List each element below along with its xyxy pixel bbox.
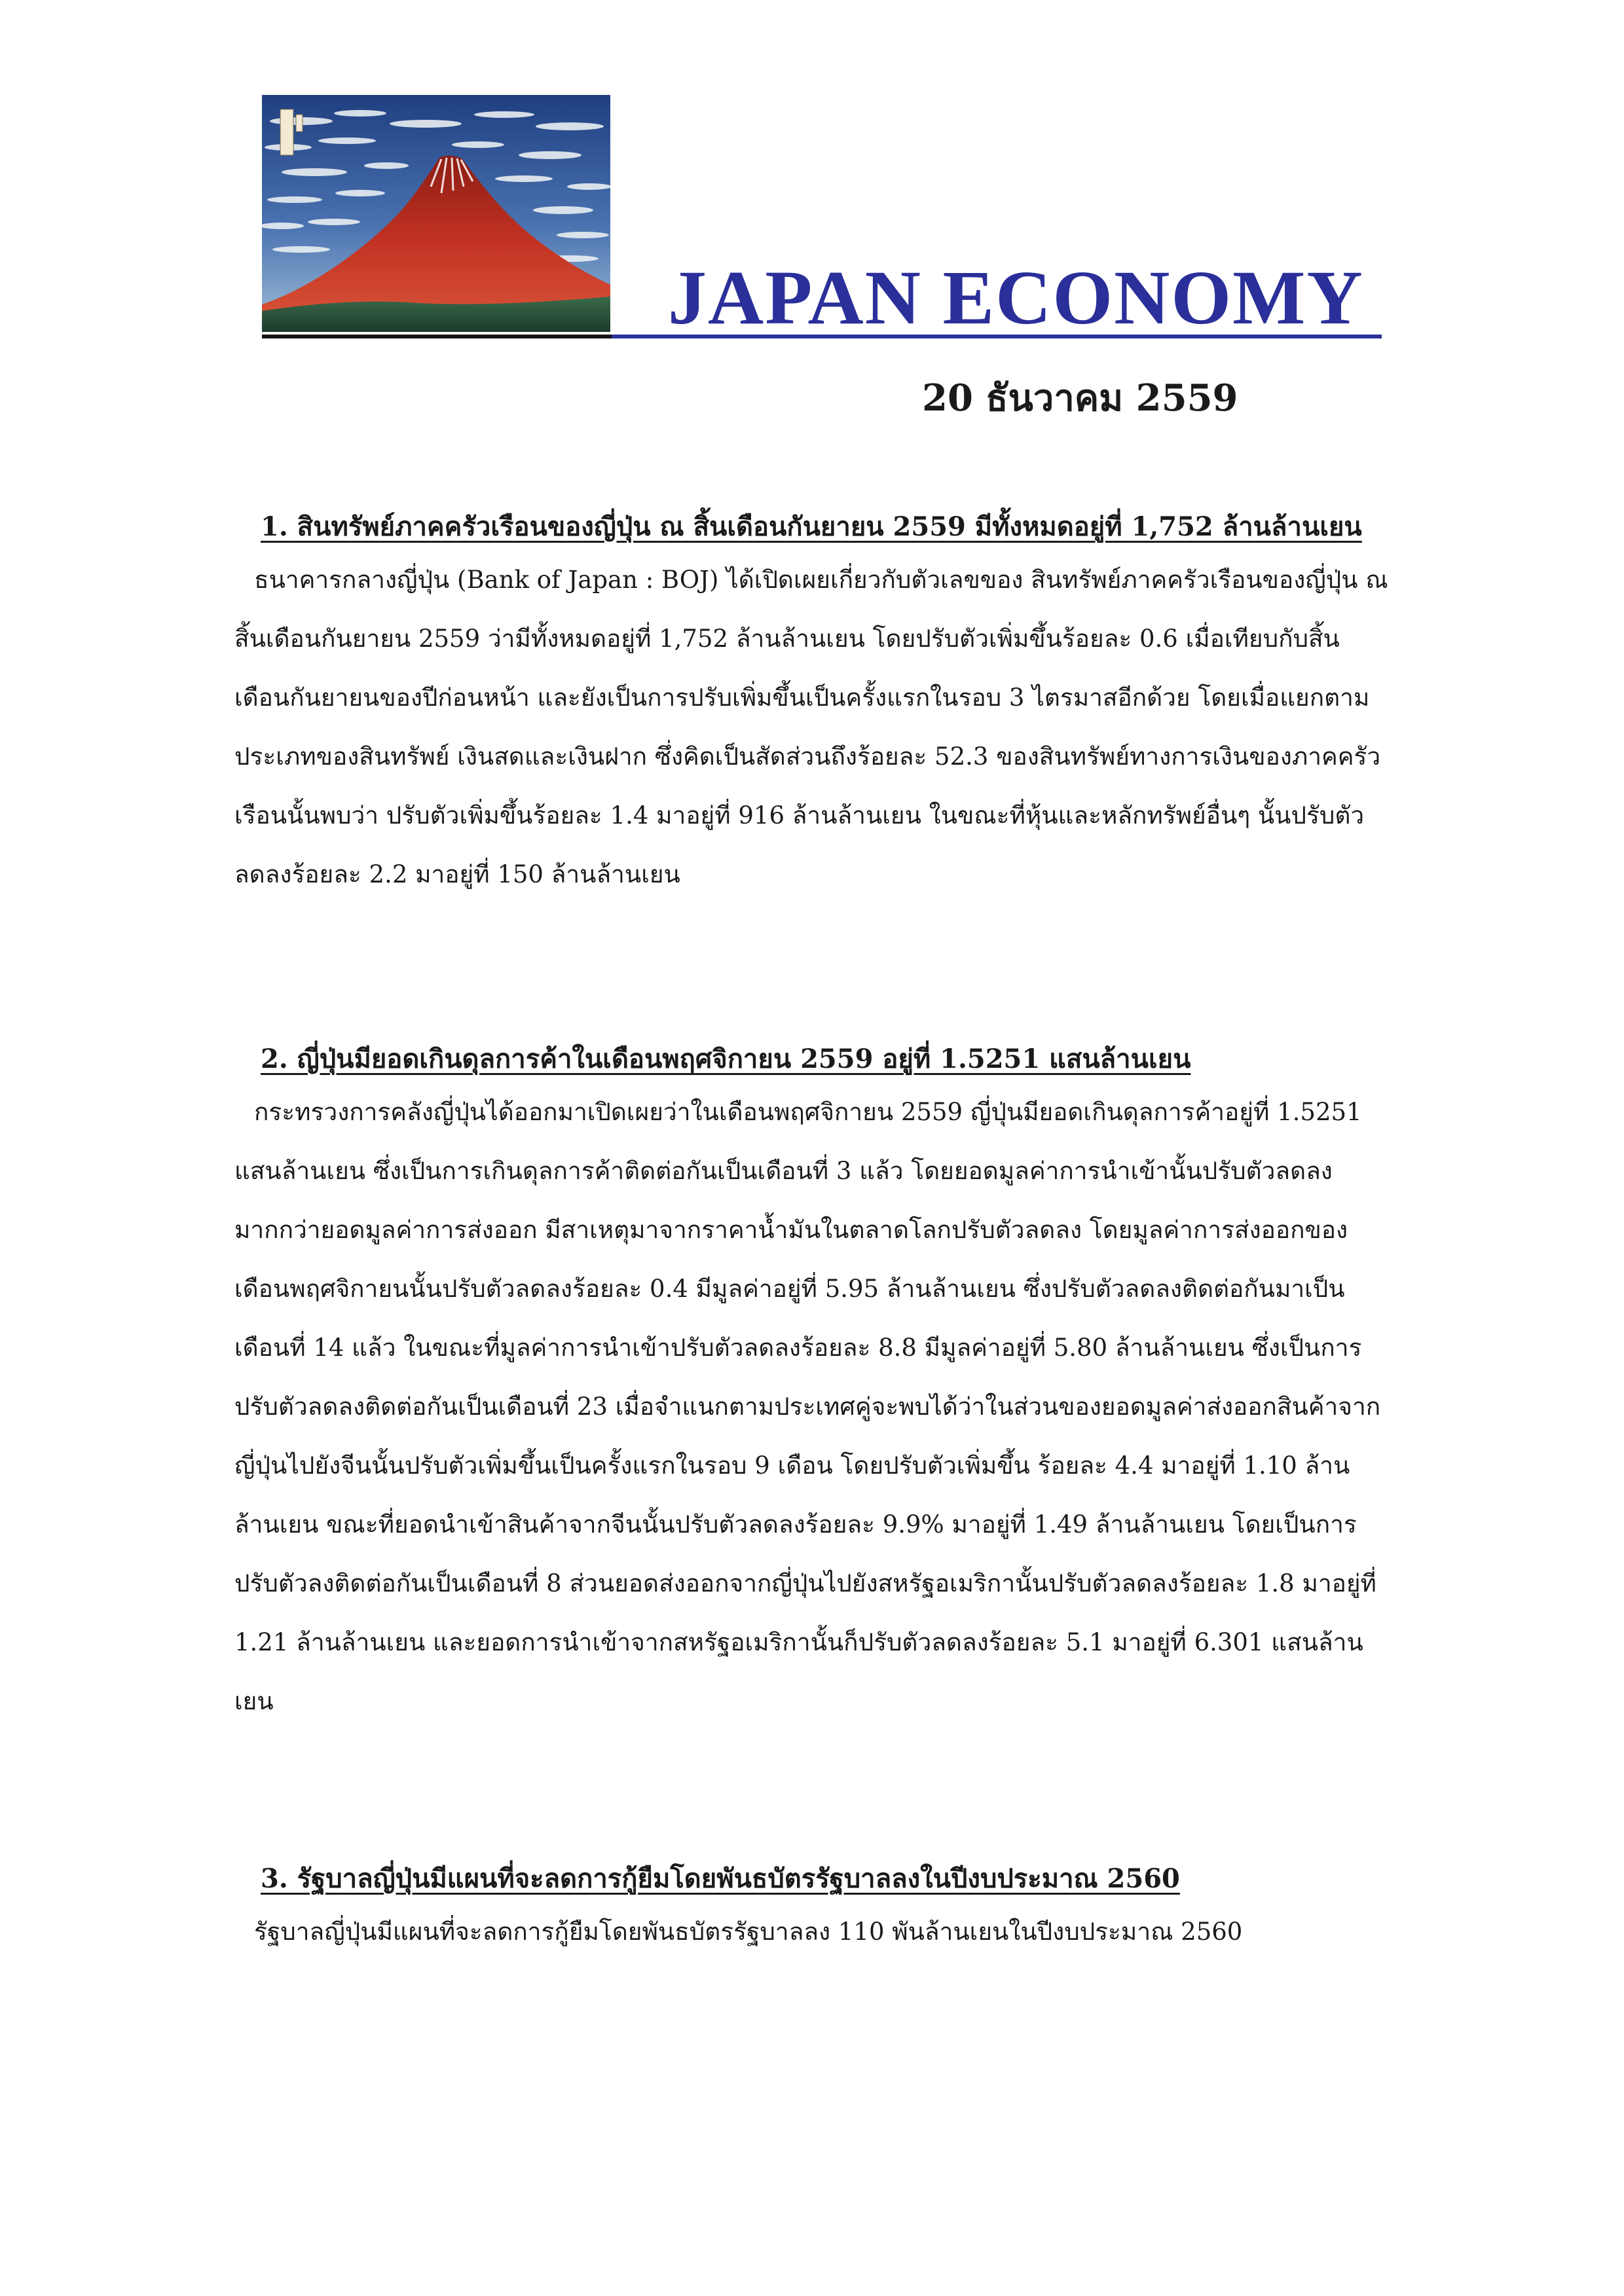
article-title: 3. รัฐบาลญี่ปุ่นมีแผนที่จะลดการกู้ยืมโดยพันธบัตรรัฐบาลลงในปีงบประมาณ 2560 [261,1863,1180,1894]
article-title: 2. ญี่ปุ่นมียอดเกินดุลการค้าในเดือนพฤศจิกายน 2559 อยู่ที่ 1.5251 แสนล้านเยน [261,1044,1191,1074]
issue-date: 20 ธันวาคม 2559 [922,376,1238,420]
article-household-assets [234,507,1393,904]
article-government-bonds [234,1859,1393,1961]
article-body: ธนาคารกลางญี่ปุ่น (Bank of Japan : BOJ) ได้เปิดเผยเกี่ยวกับตัวเลขของ สินทรัพย์ภาคครัวเรือนของญี่ปุ่น ณ สิ้นเดือนกันยายน 2559 ว่ามีทั้งหมดอยู่ที่ 1,752 ล้านล้านเยน โดยปรับตัวเพิ่มขึ้นร้อยละ 0.6 เมื่อเทียบกับสิ้นเดือนกันยายนของปีก่อนหน้า และยังเป็นการปรับเพิ่มขึ้นเป็นครั้งแรกในรอบ 3 ไตรมาสอีกด้วย โดยเมื่อแยกตามประเภทของสินทรัพย์ เงินสดและเงินฝาก ซึ่งคิดเป็นสัดส่วนถึงร้อยละ 52.3 ของสินทรัพย์ทางการเงินของภาคครัวเรือนนั้นพบว่า ปรับตัวเพิ่มขึ้นร้อยละ 1.4 มาอยู่ที่ 916 ล้านล้านเยน ในขณะที่หุ้นและหลักทรัพย์อื่นๆ นั้นปรับตัวลดลงร้อยละ 2.2 มาอยู่ที่ 150 ล้านล้านเยน [234,566,1388,888]
article-body: รัฐบาลญี่ปุ่นมีแผนที่จะลดการกู้ยืมโดยพันธบัตรรัฐบาลลง 110 พันล้านเยนในปีงบประมาณ 2560 [254,1918,1243,1946]
mount-fuji-print-image [262,95,610,332]
article-body: กระทรวงการคลังญี่ปุ่นได้ออกมาเปิดเผยว่าในเดือนพฤศจิกายน 2559 ญี่ปุ่นมียอดเกินดุลการค้าอยู่ที่ 1.5251 แสนล้านเยน ซึ่งเป็นการเกินดุลการค้าติดต่อกันเป็นเดือนที่ 3 แล้ว โดยยอดมูลค่าการนำเข้านั้นปรับตัวลดลงมากกว่ายอดมูลค่าการส่งออก มีสาเหตุมาจากราคาน้ำมันในตลาดโลกปรับตัวลดลง โดยมูลค่าการส่งออกของเดือนพฤศจิกายนนั้นปรับตัวลดลงร้อยละ 0.4 มีมูลค่าอยู่ที่ 5.95 ล้านล้านเยน ซึ่งปรับตัวลดลงติดต่อกันมาเป็นเดือนที่ 14 แล้ว ในขณะที่มูลค่าการนำเข้าปรับตัวลดลงร้อยละ 8.8 มีมูลค่าอยู่ที่ 5.80 ล้านล้านเยน ซึ่งเป็นการปรับตัวลดลงติดต่อกันเป็นเดือนที่ 23 เมื่อจำแนกตามประเทศคู่จะพบได้ว่าในส่วนของยอดมูลค่าส่งออกสินค้าจากญี่ปุ่นไปยังจีนนั้นปรับตัวเพิ่มขึ้นเป็นครั้งแรกในรอบ 9 เดือน โดยปรับตัวเพิ่มขึ้น ร้อยละ 4.4 มาอยู่ที่ 1.10 ล้านล้านเยน ขณะที่ยอดนำเข้าสินค้าจากจีนนั้นปรับตัวลดลงร้อยละ 9.9% มาอยู่ที่ 1.49 ล้านล้านเยน โดยเป็นการปรับตัวลงติดต่อกันเป็นเดือนที่ 8 ส่วนยอดส่งออกจากญี่ปุ่นไปยังสหรัฐอเมริกานั้นปรับตัวลดลงร้อยละ 1.8 มาอยู่ที่ 1.21 ล้านล้านเยน และยอดการนำเข้าจากสหรัฐอเมริกานั้นก็ปรับตัวลดลงร้อยละ 5.1 มาอยู่ที่ 6.301 แสนล้านเยน [234,1098,1381,1715]
article-trade-surplus [234,1040,1393,1731]
masthead-title: JAPAN ECONOMY [668,255,1364,340]
header-rule-accent [262,335,612,338]
article-title: 1. สินทรัพย์ภาคครัวเรือนของญี่ปุ่น ณ สิ้นเดือนกันยายน 2559 มีทั้งหมดอยู่ที่ 1,752 ล้านล้านเยน [261,511,1362,542]
